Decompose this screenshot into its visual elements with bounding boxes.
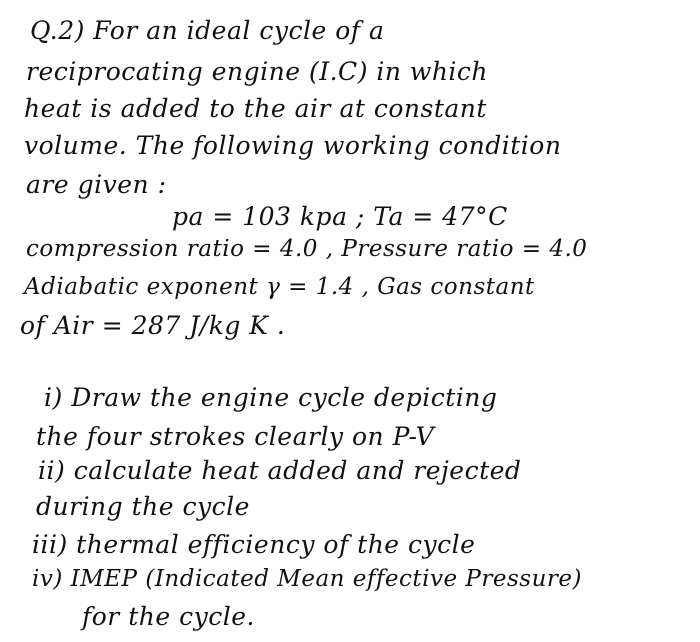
intro-line-5: are given : — [26, 170, 167, 199]
task-line-7: for the cycle. — [82, 602, 255, 631]
intro-line-2: reciprocating engine (I.C) in which — [26, 57, 489, 86]
given-line-3: Adiabatic exponent γ = 1.4 , Gas constant — [24, 274, 535, 300]
intro-line-1: Q.2) For an ideal cycle of a — [30, 16, 385, 45]
given-line-2: compression ratio = 4.0 , Pressure ratio = 4.0 — [26, 236, 588, 262]
task-line-4: during the cycle — [36, 492, 250, 521]
intro-line-3: heat is added to the air at constant — [24, 94, 487, 123]
task-line-3: ii) calculate heat added and rejected — [38, 456, 522, 485]
intro-line-4: volume. The following working condition — [24, 131, 562, 160]
given-line-1: pa = 103 kpa ; Ta = 47°C — [172, 202, 508, 231]
task-line-2: the four strokes clearly on P-V — [36, 422, 435, 451]
task-line-6: iv) IMEP (Indicated Mean effective Pressure) — [32, 566, 583, 592]
given-line-4: of Air = 287 J/kg K . — [20, 311, 286, 340]
task-line-5: iii) thermal efficiency of the cycle — [32, 530, 476, 559]
task-line-1: i) Draw the engine cycle depicting — [44, 383, 498, 412]
